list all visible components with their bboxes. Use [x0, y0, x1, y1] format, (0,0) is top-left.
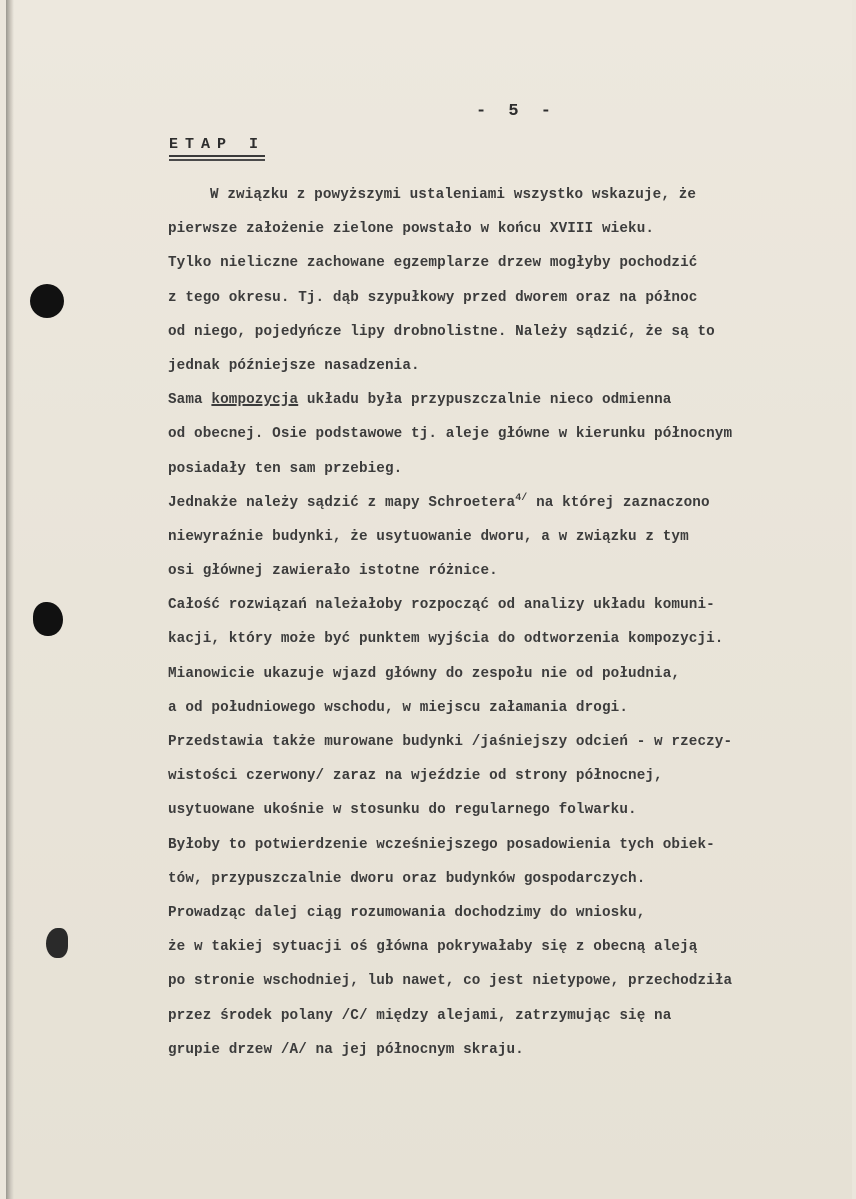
- text-line: Tylko nieliczne zachowane egzemplarze drzew mogłyby pochodzić: [168, 255, 698, 272]
- text-line: Prowadząc dalej ciąg rozumowania dochodzimy do wniosku,: [168, 904, 646, 921]
- text-line: Całość rozwiązań należałoby rozpocząć od analizy układu komuni-: [168, 597, 715, 614]
- text-line: Jednakże należy sądzić z mapy Schroetera$^{4/}$ na której zaznaczono: [168, 492, 710, 511]
- text-line: jednak późniejsze nasadzenia.: [168, 357, 420, 374]
- text-line: usytuowane ukośnie w stosunku do regularnego folwarku.: [168, 802, 637, 819]
- page-number: - 5 -: [476, 102, 558, 121]
- footnote-ref: 4/: [515, 492, 528, 504]
- punch-hole: [46, 928, 68, 958]
- text-line: Byłoby to potwierdzenie wcześniejszego posadowienia tych obiek-: [168, 836, 715, 853]
- text-line: W związku z powyższymi ustaleniami wszystko wskazuje, że: [210, 187, 697, 203]
- text-line: przez środek polany /C/ między alejami, zatrzymując się na: [168, 1007, 672, 1024]
- text-line: Mianowicie ukazuje wjazd główny do zespołu nie od południa,: [168, 665, 681, 682]
- text-line: Przedstawia także murowane budynki /jaśniejszy odcień - w rzeczy-: [168, 734, 733, 750]
- document-page: [6, 0, 852, 1199]
- text-line: z tego okresu. Tj. dąb szypułkowy przed dworem oraz na północ: [168, 289, 698, 306]
- text-line: wistości czerwony/ zaraz na wjeździe od strony północnej,: [168, 768, 663, 785]
- text-line: od obecnej. Osie podstawowe tj. aleje główne w kierunku północnym: [168, 426, 733, 443]
- text-line: a od południowego wschodu, w miejscu załamania drogi.: [168, 699, 629, 716]
- punch-hole: [30, 284, 64, 318]
- text-line: pierwsze założenie zielone powstało w końcu XVIII wieku.: [168, 221, 655, 238]
- text-line: osi głównej zawierało istotne różnice.: [168, 563, 498, 580]
- text-line: że w takiej sytuacji oś główna pokrywałaby się z obecną aleją: [168, 939, 698, 956]
- text-line: kacji, który może być punktem wyjścia do odtworzenia kompozycji.: [168, 631, 724, 648]
- page-edge-shadow: [6, 0, 14, 1199]
- text-line: tów, przypuszczalnie dworu oraz budynków gospodarczych.: [168, 870, 646, 887]
- text-line: grupie drzew /A/ na jej północnym skraju.: [168, 1041, 524, 1058]
- text-line: Sama kompozycja układu była przypuszczalnie nieco odmienna: [168, 392, 672, 409]
- punch-hole: [33, 602, 63, 636]
- text-line: posiadały ten sam przebieg.: [168, 460, 403, 477]
- underlined-word: kompozycja: [211, 392, 299, 409]
- text-line: od niego, pojedyńcze lipy drobnolistne. Należy sądzić, że są to: [168, 323, 715, 340]
- text-line: po stronie wschodniej, lub nawet, co jest nietypowe, przechodziła: [168, 973, 733, 990]
- section-heading: ETAP I: [169, 136, 265, 157]
- text-line: niewyraźnie budynki, że usytuowanie dworu, a w związku z tym: [168, 528, 689, 545]
- body-text: [168, 178, 856, 1067]
